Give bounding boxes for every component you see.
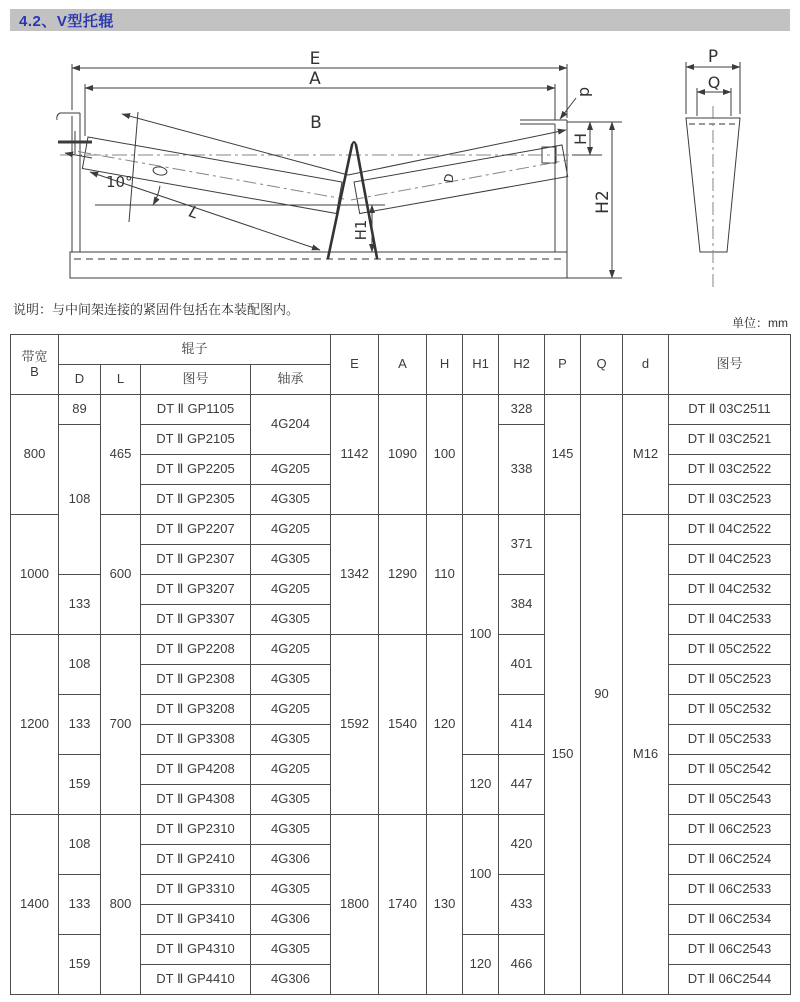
col-header-Q: Q <box>581 335 623 395</box>
table-cell: 384 <box>499 575 545 635</box>
table-cell: 1342 <box>331 515 379 635</box>
table-cell: 108 <box>59 425 101 575</box>
table-cell: DT Ⅱ 05C2543 <box>669 785 791 815</box>
table-cell: DT Ⅱ GP2307 <box>141 545 251 575</box>
table-row <box>11 635 791 665</box>
header-row-1 <box>11 335 791 365</box>
table-cell: 600 <box>101 515 141 635</box>
table-cell: 1090 <box>379 395 427 515</box>
table-row <box>11 815 791 845</box>
table-cell: 447 <box>499 755 545 815</box>
table-cell: DT Ⅱ 03C2511 <box>669 395 791 425</box>
table-cell: 4G205 <box>251 575 331 605</box>
table-cell: 120 <box>427 635 463 815</box>
table-cell: 466 <box>499 935 545 995</box>
angle-label: 10° <box>106 173 133 191</box>
table-cell: 4G204 <box>251 395 331 455</box>
table-cell: DT Ⅱ GP2410 <box>141 845 251 875</box>
table-cell: 465 <box>101 395 141 515</box>
table-cell: DT Ⅱ 06C2544 <box>669 965 791 995</box>
table-cell: DT Ⅱ GP2207 <box>141 515 251 545</box>
section-title-bar <box>10 9 790 31</box>
dim-label-Q: Q <box>707 73 721 92</box>
table-cell: DT Ⅱ GP1105 <box>141 395 251 425</box>
table-cell: 120 <box>463 755 499 815</box>
table-cell: 100 <box>427 395 463 515</box>
table-cell: DT Ⅱ 03C2522 <box>669 455 791 485</box>
table-cell: 4G205 <box>251 515 331 545</box>
table-cell: DT Ⅱ 06C2533 <box>669 875 791 905</box>
table-cell: DT Ⅱ 04C2522 <box>669 515 791 545</box>
table-cell: DT Ⅱ GP2205 <box>141 455 251 485</box>
table-cell: 4G305 <box>251 665 331 695</box>
table-cell <box>463 395 499 515</box>
table-cell: 4G305 <box>251 725 331 755</box>
table-cell: 100 <box>463 815 499 935</box>
technical-drawing <box>10 40 790 294</box>
col-header-roller-D: D <box>59 365 101 395</box>
table-cell: 159 <box>59 755 101 815</box>
col-header-roller-bearing: 轴承 <box>251 365 331 395</box>
table-cell: DT Ⅱ GP3207 <box>141 575 251 605</box>
table-cell: DT Ⅱ GP2208 <box>141 635 251 665</box>
dim-label-H1: H1 <box>352 219 370 241</box>
table-cell: DT Ⅱ 06C2523 <box>669 815 791 845</box>
table-cell: 108 <box>59 815 101 875</box>
table-cell: 1142 <box>331 395 379 515</box>
table-cell: 130 <box>427 815 463 995</box>
table-cell: DT Ⅱ GP2310 <box>141 815 251 845</box>
dim-label-A: A <box>309 69 321 89</box>
table-cell: 145 <box>545 395 581 515</box>
section-title: 4.2、V型托辊 <box>19 12 114 30</box>
table-cell: DT Ⅱ 05C2542 <box>669 755 791 785</box>
table-cell: 133 <box>59 695 101 755</box>
note-text: 说明：与中间架连接的紧固件包括在本装配图内。 <box>13 302 300 317</box>
table-cell: DT Ⅱ 05C2533 <box>669 725 791 755</box>
col-header-bandwidth <box>11 335 59 395</box>
table-cell: DT Ⅱ 04C2533 <box>669 605 791 635</box>
table-cell: 1200 <box>11 635 59 815</box>
table-cell: 159 <box>59 935 101 995</box>
table-cell: 1540 <box>379 635 427 815</box>
table-cell: M12 <box>623 395 669 515</box>
table-cell: 4G205 <box>251 755 331 785</box>
dim-label-H2: H2 <box>593 190 613 214</box>
table-cell: 338 <box>499 425 545 515</box>
dim-label-B: B <box>310 113 322 133</box>
table-cell: 90 <box>581 395 623 995</box>
table-cell: 100 <box>463 515 499 755</box>
table-cell: DT Ⅱ GP3308 <box>141 725 251 755</box>
table-cell: DT Ⅱ 03C2523 <box>669 485 791 515</box>
table-cell: 1740 <box>379 815 427 995</box>
table-cell: 1000 <box>11 515 59 635</box>
table-cell: DT Ⅱ 06C2534 <box>669 905 791 935</box>
table-cell: 120 <box>463 935 499 995</box>
col-header-roller-drawing-no: 图号 <box>141 365 251 395</box>
dimension-labels <box>106 47 720 240</box>
table-cell: DT Ⅱ GP4310 <box>141 935 251 965</box>
table-cell: 4G305 <box>251 815 331 845</box>
dim-label-L: L <box>186 201 202 223</box>
table-cell: 133 <box>59 875 101 935</box>
table-cell: 4G305 <box>251 785 331 815</box>
table-cell: DT Ⅱ GP2305 <box>141 485 251 515</box>
col-header-d: d <box>623 335 669 395</box>
bandwidth-label: 带宽 <box>21 348 48 364</box>
col-header-roller-group: 辊子 <box>59 335 331 365</box>
table-cell: 800 <box>101 815 141 995</box>
table-cell: DT Ⅱ 06C2543 <box>669 935 791 965</box>
table-cell: 4G205 <box>251 635 331 665</box>
col-header-roller-L: L <box>101 365 141 395</box>
table-cell: 4G205 <box>251 455 331 485</box>
table-cell: DT Ⅱ GP2105 <box>141 425 251 455</box>
front-view <box>57 113 572 278</box>
spec-table-body <box>11 395 791 995</box>
table-cell: DT Ⅱ GP4410 <box>141 965 251 995</box>
table-cell: DT Ⅱ GP4208 <box>141 755 251 785</box>
table-cell: 4G306 <box>251 965 331 995</box>
spec-table <box>10 334 791 995</box>
table-row <box>11 515 791 545</box>
table-cell: 4G205 <box>251 695 331 725</box>
col-header-E: E <box>331 335 379 395</box>
dim-label-P: P <box>707 47 719 67</box>
col-header-drawing-no: 图号 <box>669 335 791 395</box>
left-end-plate <box>57 113 92 252</box>
table-cell: 700 <box>101 635 141 815</box>
dim-label-E: E <box>309 49 321 69</box>
table-cell: 4G306 <box>251 905 331 935</box>
table-cell: DT Ⅱ 05C2532 <box>669 695 791 725</box>
table-cell: 133 <box>59 575 101 635</box>
table-cell: 401 <box>499 635 545 695</box>
table-cell: M16 <box>623 515 669 995</box>
table-cell: 1800 <box>331 815 379 995</box>
table-cell: 89 <box>59 395 101 425</box>
table-cell: DT Ⅱ GP3208 <box>141 695 251 725</box>
table-cell: DT Ⅱ GP3310 <box>141 875 251 905</box>
col-header-P: P <box>545 335 581 395</box>
table-cell: 4G306 <box>251 845 331 875</box>
dim-label-d: d <box>576 86 595 98</box>
table-cell: 420 <box>499 815 545 875</box>
table-cell: 1400 <box>11 815 59 995</box>
table-cell: 1290 <box>379 515 427 635</box>
table-cell: DT Ⅱ 05C2523 <box>669 665 791 695</box>
table-cell: 414 <box>499 695 545 755</box>
col-header-A: A <box>379 335 427 395</box>
table-cell: 108 <box>59 635 101 695</box>
table-cell: 800 <box>11 395 59 515</box>
table-cell: 4G305 <box>251 545 331 575</box>
table-cell: DT Ⅱ 06C2524 <box>669 845 791 875</box>
table-cell: 328 <box>499 395 545 425</box>
table-cell: DT Ⅱ GP2308 <box>141 665 251 695</box>
col-header-H1: H1 <box>463 335 499 395</box>
table-cell: 433 <box>499 875 545 935</box>
side-view <box>686 62 740 288</box>
table-cell: DT Ⅱ GP3307 <box>141 605 251 635</box>
col-header-H: H <box>427 335 463 395</box>
dim-label-H: H <box>571 132 590 146</box>
table-cell: DT Ⅱ GP4308 <box>141 785 251 815</box>
table-cell: 4G305 <box>251 485 331 515</box>
table-cell: DT Ⅱ 03C2521 <box>669 425 791 455</box>
table-cell: DT Ⅱ 04C2532 <box>669 575 791 605</box>
bandwidth-symbol: B <box>30 363 39 379</box>
table-cell: 4G305 <box>251 875 331 905</box>
unit-label: 单位：mm <box>732 316 788 330</box>
table-cell: 110 <box>427 515 463 635</box>
table-cell: DT Ⅱ 04C2523 <box>669 545 791 575</box>
col-header-H2: H2 <box>499 335 545 395</box>
right-end-plate <box>520 120 567 278</box>
table-row <box>11 395 791 425</box>
table-cell: 4G305 <box>251 935 331 965</box>
table-cell: 150 <box>545 515 581 995</box>
table-cell: 1592 <box>331 635 379 815</box>
table-cell: 4G305 <box>251 605 331 635</box>
table-cell: DT Ⅱ GP3410 <box>141 905 251 935</box>
table-cell: 371 <box>499 515 545 575</box>
roller-diameter-label: D <box>441 172 457 185</box>
base-beam <box>70 252 567 278</box>
table-cell: DT Ⅱ 05C2522 <box>669 635 791 665</box>
